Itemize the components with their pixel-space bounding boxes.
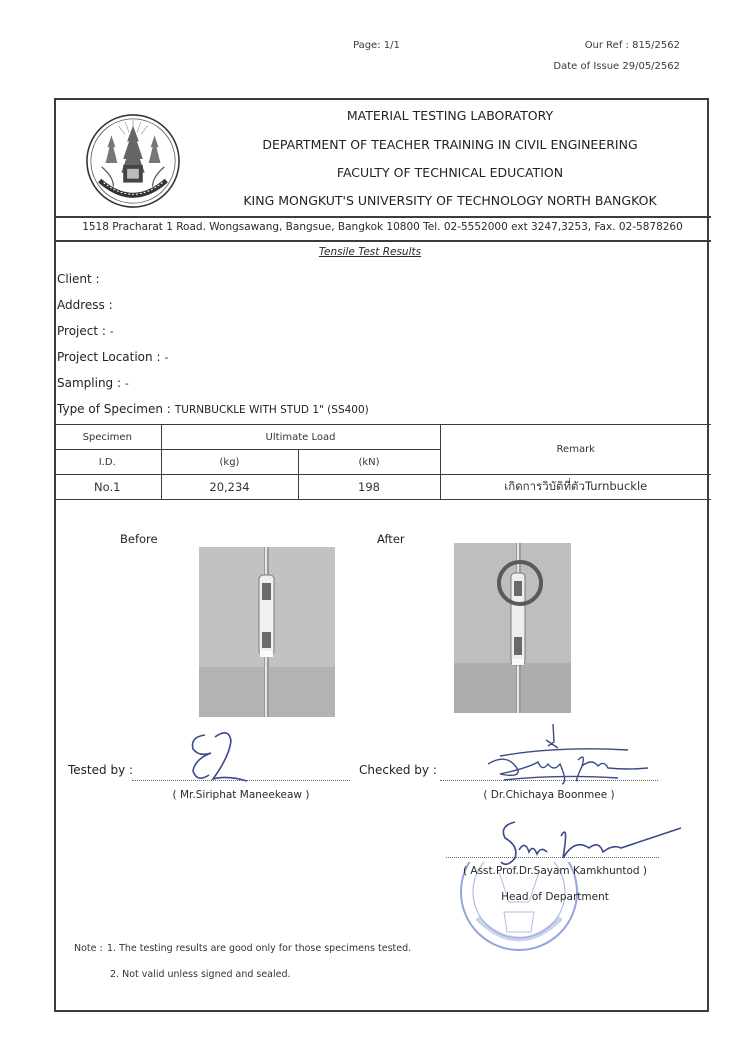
cell-kn: 198 xyxy=(298,475,440,500)
department-name: DEPARTMENT OF TEACHER TRAINING IN CIVIL ENGINEERING xyxy=(262,137,638,152)
head-name: ( Asst.Prof.Dr.Sayam Kamkhuntod ) xyxy=(462,865,648,877)
after-label: After xyxy=(377,532,405,546)
cell-id: No.1 xyxy=(54,475,161,500)
header-kg: (kg) xyxy=(161,450,298,475)
checker-signature xyxy=(478,722,648,787)
before-photo xyxy=(199,547,335,717)
field-label: Project : xyxy=(57,324,106,338)
tester-signature xyxy=(185,727,255,789)
lab-name: MATERIAL TESTING LABORATORY xyxy=(346,108,554,123)
address-divider xyxy=(54,240,711,242)
checker-name: ( Dr.Chichaya Boonmee ) xyxy=(483,789,615,801)
after-photo xyxy=(454,543,571,713)
note-item: 1. The testing results are good only for those specimens tested. xyxy=(107,943,412,954)
before-label: Before xyxy=(120,532,158,546)
reference-number: Our Ref : 815/2562 xyxy=(584,40,680,51)
header-kn: (kN) xyxy=(298,450,440,475)
cell-remark: เกิดการวิบัติที่ตัวTurnbuckle xyxy=(440,475,711,500)
header-divider xyxy=(54,216,711,218)
field-label: Sampling : xyxy=(57,376,122,390)
header-specimen: Specimen xyxy=(54,425,161,450)
head-title: Head of Department xyxy=(501,891,609,903)
field-sampling xyxy=(57,376,129,390)
checked-by-label: Checked by : xyxy=(359,763,437,777)
report-title: Tensile Test Results xyxy=(318,246,422,258)
note-item: 2. Not valid unless signed and sealed. xyxy=(110,969,291,980)
faculty-name: FACULTY OF TECHNICAL EDUCATION xyxy=(336,165,564,180)
field-value: - xyxy=(125,378,129,390)
field-address xyxy=(57,298,117,312)
field-project-location xyxy=(57,350,168,364)
field-value: - xyxy=(164,352,169,364)
field-label: Project Location : xyxy=(57,350,161,364)
table-header-row xyxy=(54,425,711,450)
field-type-of-specimen xyxy=(57,402,369,416)
tester-name: ( Mr.Siriphat Maneekeaw ) xyxy=(172,789,310,801)
header-id: I.D. xyxy=(54,450,161,475)
cell-kg: 20,234 xyxy=(161,475,298,500)
results-table xyxy=(54,424,711,500)
header-remark: Remark xyxy=(440,425,711,475)
page-number: Page: 1/1 xyxy=(353,40,400,51)
university-name: KING MONGKUT'S UNIVERSITY OF TECHNOLOGY NORTH BANGKOK xyxy=(243,193,657,208)
field-value: TURNBUCKLE WITH STUD 1" (SS400) xyxy=(174,404,369,416)
field-label: Address : xyxy=(57,298,113,312)
date-of-issue: Date of Issue 29/05/2562 xyxy=(553,61,680,72)
note-label: Note : xyxy=(74,943,103,954)
header-ultimate-load: Ultimate Load xyxy=(161,425,440,450)
field-client xyxy=(57,272,104,286)
field-value: - xyxy=(109,326,114,338)
lab-address: 1518 Pracharat 1 Road. Wongsawang, Bangsue, Bangkok 10800 Tel. 02-5552000 ext 3247,3253, Fax. 02-5878260 xyxy=(82,221,683,233)
field-label: Client : xyxy=(57,272,100,286)
field-label: Type of Specimen : xyxy=(57,402,171,416)
tested-by-label: Tested by : xyxy=(68,763,134,777)
university-seal-icon xyxy=(84,112,182,210)
field-project xyxy=(57,324,114,338)
table-row xyxy=(54,475,711,500)
